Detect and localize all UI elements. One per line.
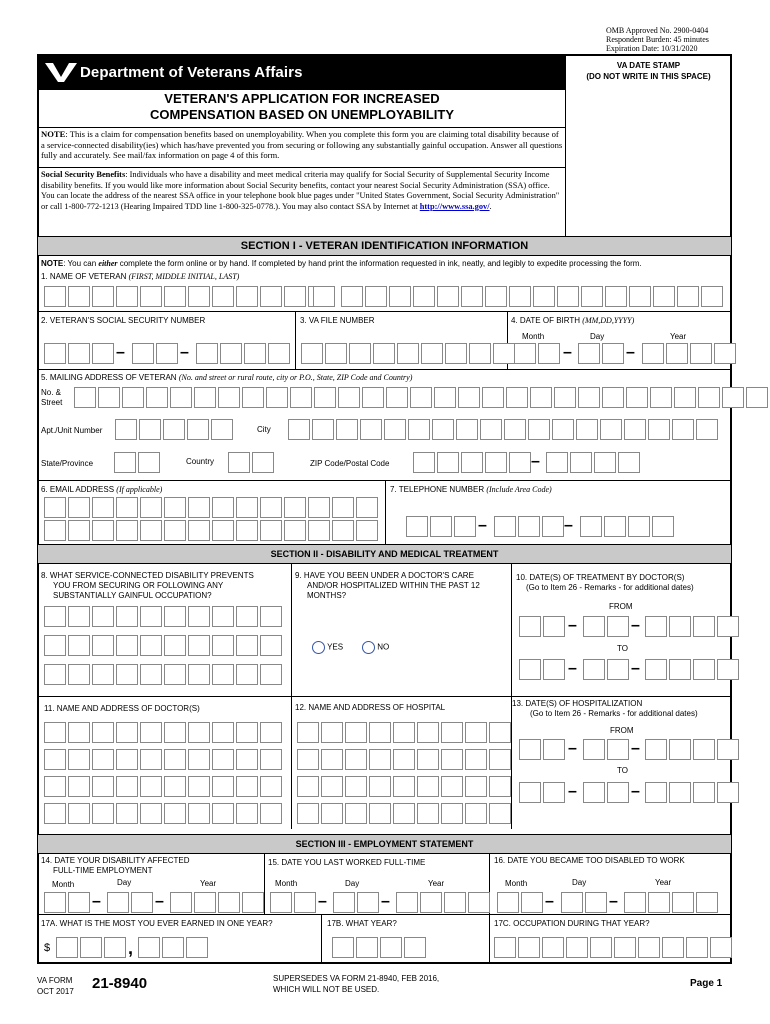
q15-label: 15. DATE YOU LAST WORKED FULL-TIME bbox=[268, 858, 426, 867]
agency-name: Department of Veterans Affairs bbox=[80, 64, 303, 81]
disability-line1-input[interactable] bbox=[44, 606, 282, 627]
q8-label: 8. WHAT SERVICE-CONNECTED DISABILITY PREVENTS YOU FROM SECURING OR FOLLOWING ANY SUBSTANTIALLY GAINFUL OCCUPATION? bbox=[41, 571, 254, 600]
dash: – bbox=[564, 517, 573, 534]
va-seal-icon bbox=[44, 60, 78, 84]
q6-label: 6. EMAIL ADDRESS (If applicable) bbox=[41, 485, 163, 494]
divider bbox=[385, 480, 386, 544]
last-name-input[interactable] bbox=[341, 286, 723, 307]
q16-month-label: Month bbox=[505, 879, 528, 888]
q16-label: 16. DATE YOU BECAME TOO DISABLED TO WORK bbox=[494, 856, 685, 865]
dob-year-input[interactable] bbox=[642, 343, 736, 364]
form-number: 21-8940 bbox=[92, 975, 148, 992]
earnings-thousands-input[interactable] bbox=[56, 937, 126, 958]
q5-label: 5. MAILING ADDRESS OF VETERAN (No. and street or rural route, city or P.O., State, ZIP Code and Country) bbox=[41, 373, 413, 382]
no-radio[interactable] bbox=[362, 641, 375, 654]
phone-area-input[interactable] bbox=[406, 516, 476, 537]
q16-day-input[interactable] bbox=[561, 892, 607, 913]
dash: – bbox=[631, 660, 640, 677]
doctor-line1-input[interactable] bbox=[44, 722, 282, 743]
q12-label: 12. NAME AND ADDRESS OF HOSPITAL bbox=[295, 703, 446, 712]
q10-label: 10. DATE(S) OF TREATMENT BY DOCTOR(S) (Go to Item 26 - Remarks - for additional dates) bbox=[516, 573, 694, 592]
hospital-line2-input[interactable] bbox=[297, 749, 511, 770]
q9-no-option[interactable]: NO bbox=[362, 641, 389, 654]
intro-note: NOTE: This is a claim for compensation benefits based on unemployability. When you complete this form you are claiming total disability because of a service-connected disability(ies) which has/have prevented you from securing or following any substantially gainful occupation. Answer all questions fully and accurately. See mail/fax information on page 4 of this form. bbox=[41, 129, 563, 160]
email-line1-input[interactable] bbox=[44, 497, 378, 518]
q16-day-label: Day bbox=[572, 878, 587, 887]
q14-month-input[interactable] bbox=[44, 892, 90, 913]
q15-year-label: Year bbox=[428, 879, 445, 888]
q15-month-label: Month bbox=[275, 879, 298, 888]
date-stamp-area bbox=[565, 54, 732, 246]
date-stamp-label: VA DATE STAMP bbox=[616, 61, 681, 70]
divider bbox=[321, 914, 322, 964]
doctor-line4-input[interactable] bbox=[44, 803, 282, 824]
dob-day-input[interactable] bbox=[578, 343, 624, 364]
q4-label: 4. DATE OF BIRTH (MM,DD,YYYY) bbox=[511, 316, 635, 325]
dollar-sign: $ bbox=[44, 942, 51, 954]
treatment-to-month-input[interactable] bbox=[519, 659, 565, 680]
state-input[interactable] bbox=[114, 452, 160, 473]
q14-month-label: Month bbox=[52, 880, 75, 889]
q15-day-input[interactable] bbox=[333, 892, 379, 913]
city-input[interactable] bbox=[288, 419, 718, 440]
country-label: Country bbox=[186, 457, 215, 466]
divider bbox=[37, 127, 565, 128]
q17b-label: 17B. WHAT YEAR? bbox=[327, 919, 397, 928]
email-line2-input[interactable] bbox=[44, 520, 378, 541]
street-label: No. & Street bbox=[41, 388, 63, 407]
dash: – bbox=[478, 517, 487, 534]
dash: – bbox=[568, 740, 577, 757]
street-input[interactable] bbox=[74, 387, 770, 408]
treatment-from-year-input[interactable] bbox=[645, 616, 739, 637]
divider bbox=[295, 311, 296, 369]
q3-label: 3. VA FILE NUMBER bbox=[300, 316, 375, 325]
hosp-from-label: FROM bbox=[610, 726, 634, 735]
q15-day-label: Day bbox=[345, 879, 360, 888]
page-number: Page 1 bbox=[690, 978, 723, 989]
q14-day-input[interactable] bbox=[107, 892, 153, 913]
treatment-to-year-input[interactable] bbox=[645, 659, 739, 680]
dob-year-label: Year bbox=[670, 332, 687, 341]
hosp-from-day-input[interactable] bbox=[583, 739, 629, 760]
first-name-input[interactable] bbox=[44, 286, 330, 307]
comma-separator: , bbox=[128, 938, 134, 958]
apt-input[interactable] bbox=[115, 419, 233, 440]
dash: – bbox=[568, 783, 577, 800]
apt-label: Apt./Unit Number bbox=[41, 426, 103, 435]
q9-label: 9. HAVE YOU BEEN UNDER A DOCTOR'S CARE AND/OR HOSPITALIZED WITHIN THE PAST 12 MONTHS? bbox=[295, 571, 480, 600]
divider bbox=[37, 311, 732, 312]
doctor-line3-input[interactable] bbox=[44, 776, 282, 797]
divider bbox=[37, 696, 732, 697]
q14-year-label: Year bbox=[200, 879, 217, 888]
q1-label: 1. NAME OF VETERAN (FIRST, MIDDLE INITIAL, LAST) bbox=[41, 272, 240, 281]
from-label: FROM bbox=[609, 602, 633, 611]
ssa-link[interactable]: http://www.ssa.gov/ bbox=[419, 201, 490, 211]
disability-line2-input[interactable] bbox=[44, 635, 282, 656]
ssb-note: Social Security Benefits: Individuals who have a disability and meet medical criteria may qualify for Social Security of Supplemental Security Income disability benefits. If you would like more information about Social Security benefits, contact your nearest Social Security Administration (SSA) office. You can locate the address of the nearest SSA office in your telephone book blue pages under "United States Government, Social Security Administration" or call 1-800-772-1213 (Hearing Impaired TDD line 1-800-325-0778.). You may also contact SSA by Internet at http://www.ssa.gov/. bbox=[41, 170, 560, 211]
middle-initial-input[interactable] bbox=[313, 286, 335, 307]
dob-month-input[interactable] bbox=[514, 343, 560, 364]
phone-line-input[interactable] bbox=[580, 516, 674, 537]
ssn-part1-input[interactable] bbox=[44, 343, 114, 364]
zip-input[interactable] bbox=[413, 452, 531, 473]
dash: – bbox=[381, 893, 390, 910]
dash: – bbox=[631, 617, 640, 634]
ssn-part3-input[interactable] bbox=[196, 343, 290, 364]
ssn-part2-input[interactable] bbox=[132, 343, 178, 364]
phone-prefix-input[interactable] bbox=[494, 516, 564, 537]
section3-header: SECTION III - EMPLOYMENT STATEMENT bbox=[38, 834, 731, 854]
supersedes-note: SUPERSEDES VA FORM 21-8940, FEB 2016, WHICH WILL NOT BE USED. bbox=[273, 974, 440, 994]
divider bbox=[264, 854, 265, 914]
q16-year-input[interactable] bbox=[624, 892, 718, 913]
hosp-from-year-input[interactable] bbox=[645, 739, 739, 760]
dash: – bbox=[631, 740, 640, 757]
hospital-line3-input[interactable] bbox=[297, 776, 511, 797]
treatment-from-day-input[interactable] bbox=[583, 616, 629, 637]
hospital-line4-input[interactable] bbox=[297, 803, 511, 824]
q17a-label: 17A. WHAT IS THE MOST YOU EVER EARNED IN ONE YEAR? bbox=[41, 919, 273, 928]
form-title: VETERAN'S APPLICATION FOR INCREASED COMPENSATION BASED ON UNEMPLOYABILITY bbox=[149, 91, 455, 122]
dash: – bbox=[609, 893, 618, 910]
zip-label: ZIP Code/Postal Code bbox=[310, 459, 390, 468]
q13-label: 13. DATE(S) OF HOSPITALIZATION (Go to Item 26 - Remarks - for additional dates) bbox=[512, 699, 698, 718]
dash: – bbox=[531, 453, 540, 470]
q17c-label: 17C. OCCUPATION DURING THAT YEAR? bbox=[494, 919, 650, 928]
section1-note: NOTE: You can either complete the form online or by hand. If completed by hand print the information requested in ink, neatly, and legibly to expedite processing the form. bbox=[41, 259, 642, 268]
hosp-to-day-input[interactable] bbox=[583, 782, 629, 803]
earnings-hundreds-input[interactable] bbox=[138, 937, 208, 958]
q2-label: 2. VETERAN'S SOCIAL SECURITY NUMBER bbox=[41, 316, 206, 325]
country-input[interactable] bbox=[228, 452, 274, 473]
state-label: State/Province bbox=[41, 459, 94, 468]
section2-header: SECTION II - DISABILITY AND MEDICAL TREATMENT bbox=[38, 544, 731, 564]
disability-line3-input[interactable] bbox=[44, 664, 282, 685]
q16-year-label: Year bbox=[655, 878, 672, 887]
q7-label: 7. TELEPHONE NUMBER (Include Area Code) bbox=[390, 485, 552, 494]
dash: – bbox=[155, 893, 164, 910]
dash: – bbox=[568, 660, 577, 677]
date-stamp-note: (DO NOT WRITE IN THIS SPACE) bbox=[586, 72, 711, 81]
hosp-to-year-input[interactable] bbox=[645, 782, 739, 803]
q15-month-input[interactable] bbox=[270, 892, 316, 913]
occupation-input[interactable] bbox=[494, 937, 732, 958]
hosp-from-month-input[interactable] bbox=[519, 739, 565, 760]
doctor-line2-input[interactable] bbox=[44, 749, 282, 770]
yes-radio[interactable] bbox=[312, 641, 325, 654]
dash: – bbox=[180, 344, 189, 361]
dash: – bbox=[318, 893, 327, 910]
to-label: TO bbox=[617, 644, 628, 653]
q14-day-label: Day bbox=[117, 878, 132, 887]
dob-day-label: Day bbox=[590, 332, 605, 341]
treatment-from-month-input[interactable] bbox=[519, 616, 565, 637]
dash: – bbox=[545, 893, 554, 910]
omb-info: OMB Approved No. 2900-0404 Respondent Burden: 45 minutes Expiration Date: 10/31/2020 bbox=[606, 26, 709, 53]
va-file-number-input[interactable] bbox=[301, 343, 515, 364]
q14-label: 14. DATE YOUR DISABILITY AFFECTED FULL-TIME EMPLOYMENT bbox=[41, 856, 190, 875]
divider bbox=[37, 369, 732, 370]
q11-label: 11. NAME AND ADDRESS OF DOCTOR(S) bbox=[44, 704, 200, 713]
zip-ext-input[interactable] bbox=[546, 452, 640, 473]
divider bbox=[37, 914, 732, 915]
treatment-to-day-input[interactable] bbox=[583, 659, 629, 680]
city-label: City bbox=[257, 425, 271, 434]
q16-month-input[interactable] bbox=[497, 892, 543, 913]
dash: – bbox=[626, 344, 635, 361]
hosp-to-label: TO bbox=[617, 766, 628, 775]
dash: – bbox=[631, 783, 640, 800]
divider bbox=[37, 167, 565, 168]
q14-year-input[interactable] bbox=[170, 892, 264, 913]
dash: – bbox=[116, 344, 125, 361]
q9-yes-option[interactable]: YES bbox=[312, 641, 343, 654]
q15-year-input[interactable] bbox=[396, 892, 490, 913]
dash: – bbox=[92, 893, 101, 910]
dob-month-label: Month bbox=[522, 332, 545, 341]
hosp-to-month-input[interactable] bbox=[519, 782, 565, 803]
dash: – bbox=[568, 617, 577, 634]
hospital-line1-input[interactable] bbox=[297, 722, 511, 743]
dash: – bbox=[563, 344, 572, 361]
form-id: VA FORM OCT 2017 bbox=[37, 976, 74, 996]
year-earned-input[interactable] bbox=[332, 937, 426, 958]
section1-header: SECTION I - VETERAN IDENTIFICATION INFORMATION bbox=[38, 236, 731, 256]
